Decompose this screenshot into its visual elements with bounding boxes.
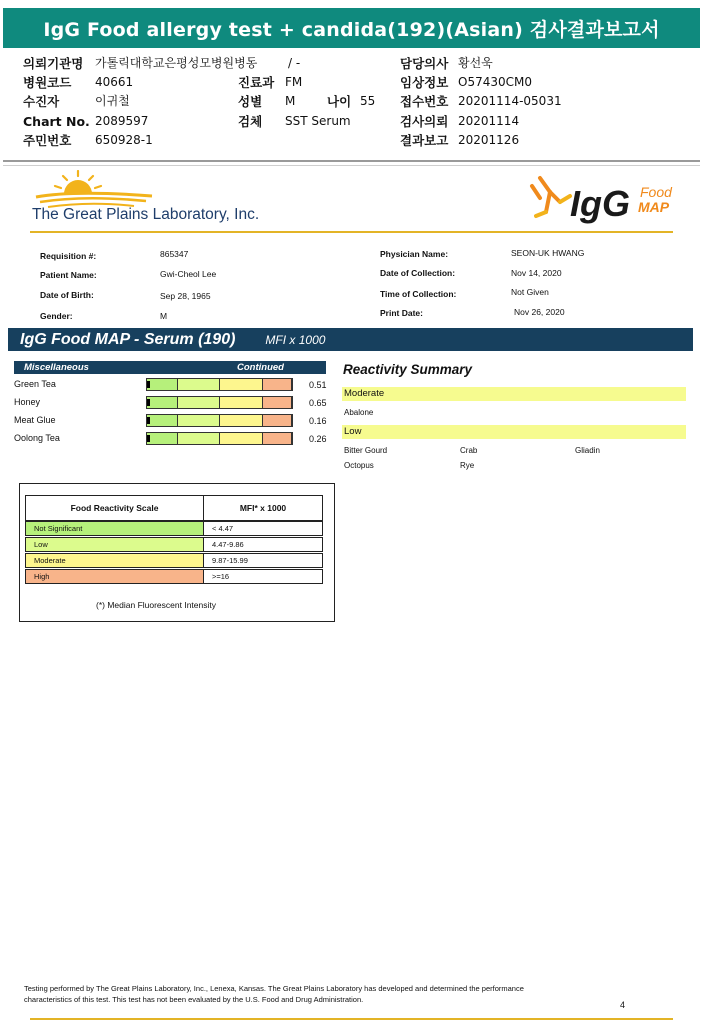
id-number-label: 주민번호 xyxy=(23,133,72,148)
category-name: Miscellaneous xyxy=(24,362,89,373)
report-title-banner xyxy=(3,8,700,48)
value-marker xyxy=(147,417,150,424)
age-label: 나이 xyxy=(327,94,352,109)
bar-segment-not-significant xyxy=(147,379,178,390)
patient-value: 이귀철 xyxy=(95,94,130,108)
age-value: 55 xyxy=(360,94,376,108)
bar-segment-low xyxy=(178,397,220,408)
report-title: IgG Food allergy test + candida(192)(Asian) 검사결과보고서 xyxy=(43,18,660,41)
scale-range-cell: 9.87-15.99 xyxy=(203,553,323,568)
scale-label-cell: Not Significant xyxy=(25,521,204,536)
food-row xyxy=(14,414,334,430)
print-date-value: Nov 26, 2020 xyxy=(514,307,565,317)
sex-value: M xyxy=(285,94,296,108)
reactivity-bar xyxy=(146,432,293,445)
igg-food-map-logo-icon xyxy=(526,170,676,225)
specimen-value: SST Serum xyxy=(285,114,351,128)
food-name: Green Tea xyxy=(14,379,56,389)
collection-time-value: Not Given xyxy=(511,287,549,297)
footer-divider xyxy=(30,1018,673,1020)
footer-line-2: characteristics of this test. This test has not been evaluated by the U.S. Food and Drug Administration. xyxy=(24,995,364,1004)
collection-date-label: Date of Collection: xyxy=(380,268,456,278)
section-subtitle: MFI x 1000 xyxy=(265,332,326,347)
header-divider-thin xyxy=(3,165,700,166)
summary-item: Bitter Gourd xyxy=(344,446,388,455)
lab-name: The Great Plains Laboratory, Inc. xyxy=(32,206,260,223)
bar-segment-not-significant xyxy=(147,415,178,426)
summary-item: Abalone xyxy=(344,408,374,417)
reactivity-summary-title: Reactivity Summary xyxy=(343,362,473,377)
food-name: Oolong Tea xyxy=(14,433,60,443)
moderate-band: Moderate xyxy=(342,387,686,401)
department-label: 진료과 xyxy=(238,75,275,90)
bar-segment-high xyxy=(263,415,292,426)
footer-disclaimer xyxy=(24,983,624,1005)
header-divider xyxy=(3,160,700,162)
dob-value: Sep 28, 1965 xyxy=(160,291,211,301)
patient-name-value: Gwi-Cheol Lee xyxy=(160,269,217,279)
reactivity-bar xyxy=(146,378,293,391)
bar-segment-not-significant xyxy=(147,397,178,408)
report-date-label: 결과보고 xyxy=(400,133,449,148)
chart-no-label: Chart No. xyxy=(23,114,90,129)
chart-no-value: 2089597 xyxy=(95,114,149,128)
patient-label: 수진자 xyxy=(23,94,60,109)
collection-time-label: Time of Collection: xyxy=(380,289,457,299)
bar-segment-high xyxy=(263,433,292,444)
food-row xyxy=(14,432,334,448)
bar-segment-moderate xyxy=(220,379,263,390)
bar-segment-low xyxy=(178,379,220,390)
food-value: 0.26 xyxy=(309,434,327,444)
requisition-value: 865347 xyxy=(160,249,189,259)
sex-label: 성별 xyxy=(238,94,263,109)
gender-value: M xyxy=(160,311,168,321)
physician-value: SEON-UK HWANG xyxy=(511,248,585,258)
scale-header-right: MFI* x 1000 xyxy=(203,495,323,521)
institution-value: 가톨릭대학교은평성모병원병동 xyxy=(95,56,258,70)
bar-segment-low xyxy=(178,415,220,426)
scale-header-left: Food Reactivity Scale xyxy=(25,495,204,521)
food-name: Honey xyxy=(14,397,41,407)
value-marker xyxy=(147,381,150,388)
value-marker xyxy=(147,399,150,406)
hospital-code-label: 병원코드 xyxy=(23,75,72,90)
receipt-value: 20201114-05031 xyxy=(458,94,562,108)
id-number-value: 650928-1 xyxy=(95,133,153,147)
patient-name-label: Patient Name: xyxy=(40,270,97,280)
physician-label: Physician Name: xyxy=(380,249,449,259)
igg-logo-text: IgG xyxy=(570,183,630,224)
section-header xyxy=(8,328,693,351)
receipt-label: 접수번호 xyxy=(400,94,449,109)
scale-label-cell: High xyxy=(25,569,204,584)
category-header xyxy=(14,361,326,374)
bar-segment-moderate xyxy=(220,415,263,426)
reactivity-bar xyxy=(146,396,293,409)
department-value: FM xyxy=(285,75,303,89)
section-title: IgG Food MAP - Serum (190) xyxy=(20,330,236,348)
summary-item: Gliadin xyxy=(575,446,600,455)
bar-segment-moderate xyxy=(220,433,263,444)
food-row xyxy=(14,396,334,412)
request-date-value: 20201114 xyxy=(458,114,520,128)
clinical-info-value: O57430CM0 xyxy=(458,75,532,89)
reactivity-bar xyxy=(146,414,293,427)
request-date-label: 검사의뢰 xyxy=(400,114,449,129)
food-value: 0.16 xyxy=(309,416,327,426)
dob-label: Date of Birth: xyxy=(40,290,94,300)
food-value: 0.51 xyxy=(309,380,327,390)
hospital-code-value: 40661 xyxy=(95,75,134,89)
scale-range-cell: 4.47-9.86 xyxy=(203,537,323,552)
print-date-label: Print Date: xyxy=(380,308,423,318)
logo-divider xyxy=(30,231,673,233)
bar-segment-high xyxy=(263,397,292,408)
footer-line-1: Testing performed by The Great Plains Laboratory, Inc., Lenexa, Kansas. The Great Plains Laboratory has developed and determined the performance xyxy=(24,984,524,993)
food-row xyxy=(14,378,334,394)
scale-range-cell: >=16 xyxy=(203,569,323,584)
low-band: Low xyxy=(342,425,686,439)
bar-segment-moderate xyxy=(220,397,263,408)
clinical-info-label: 임상정보 xyxy=(400,75,449,90)
scale-label-cell: Low xyxy=(25,537,204,552)
food-value: 0.65 xyxy=(309,398,327,408)
doctor-label: 담당의사 xyxy=(400,56,449,71)
gender-label: Gender: xyxy=(40,311,73,321)
page-number: 4 xyxy=(620,1000,626,1010)
scale-note: (*) Median Fluorescent Intensity xyxy=(96,600,216,610)
scale-label-cell: Moderate xyxy=(25,553,204,568)
bar-segment-low xyxy=(178,433,220,444)
value-marker xyxy=(147,435,150,442)
institution-label: 의뢰기관명 xyxy=(23,56,84,71)
specimen-label: 검체 xyxy=(238,114,263,129)
bar-segment-not-significant xyxy=(147,433,178,444)
doctor-value: 황선욱 xyxy=(458,56,493,70)
summary-item: Crab xyxy=(460,446,478,455)
sun-logo-icon xyxy=(34,170,154,210)
bar-segment-high xyxy=(263,379,292,390)
category-status: Continued xyxy=(237,362,284,373)
report-date-value: 20201126 xyxy=(458,133,520,147)
collection-date-value: Nov 14, 2020 xyxy=(511,268,562,278)
requisition-label: Requisition #: xyxy=(40,251,97,261)
summary-item: Rye xyxy=(460,461,475,470)
ward-value: / - xyxy=(288,56,301,70)
scale-range-cell: < 4.47 xyxy=(203,521,323,536)
summary-item: Octopus xyxy=(344,461,374,470)
food-logo-text: Food xyxy=(640,184,672,200)
map-logo-text: MAP xyxy=(638,199,670,215)
food-name: Meat Glue xyxy=(14,415,56,425)
